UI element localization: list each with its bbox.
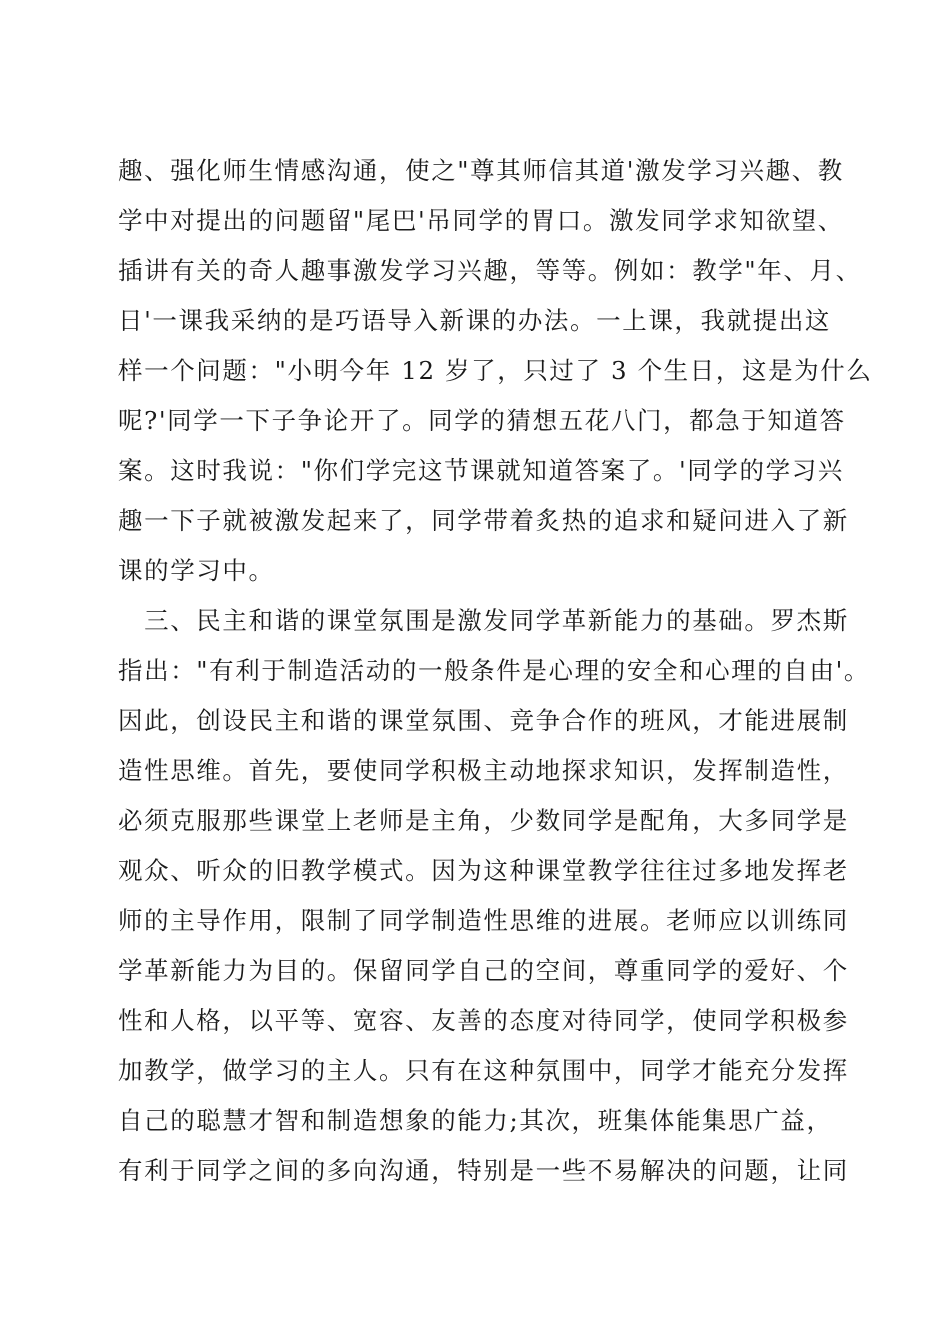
text-line: 样一个问题："小明今年 12 岁了，只过了 3 个生日，这是为什么	[118, 356, 873, 385]
text-line: 因此，创设民主和谐的课堂氛围、竞争合作的班风，才能进展制	[118, 706, 849, 735]
text-line: 呢?'同学一下子争论开了。同学的猜想五花八门，都急于知道答	[118, 406, 846, 435]
text-line: 自己的聪慧才智和制造想象的能力;其次，班集体能集思广益，	[118, 1106, 833, 1135]
text-line: 趣一下子就被激发起来了，同学带着炙热的追求和疑问进入了新	[118, 506, 849, 535]
text-line: 观众、听众的旧教学模式。因为这种课堂教学往往过多地发挥老	[118, 856, 849, 885]
text-line: 插讲有关的奇人趣事激发学习兴趣，等等。例如：教学"年、月、	[118, 256, 862, 285]
text-line: 师的主导作用，限制了同学制造性思维的进展。老师应以训练同	[118, 906, 849, 935]
text-line: 必须克服那些课堂上老师是主角，少数同学是配角，大多同学是	[118, 806, 849, 835]
text-line: 日'一课我采纳的是巧语导入新课的办法。一上课，我就提出这	[118, 306, 832, 335]
text-line: 有利于同学之间的多向沟通，特别是一些不易解决的问题，让同	[118, 1156, 849, 1185]
text-line: 学中对提出的问题留"尾巴'吊同学的胃口。激发同学求知欲望、	[118, 206, 844, 235]
text-line: 造性思维。首先，要使同学积极主动地探求知识，发挥制造性，	[118, 756, 849, 785]
text-line: 三、民主和谐的课堂氛围是激发同学革新能力的基础。罗杰斯	[118, 606, 849, 635]
text-line: 趣、强化师生情感沟通，使之"尊其师信其道'激发学习兴趣、教	[118, 156, 844, 185]
text-line: 课的学习中。	[118, 556, 275, 585]
text-line: 指出："有利于制造活动的一般条件是心理的安全和心理的自由'。	[118, 656, 871, 685]
text-line: 性和人格，以平等、宽容、友善的态度对待同学，使同学积极参	[118, 1006, 849, 1035]
text-line: 案。这时我说："你们学完这节课就知道答案了。'同学的学习兴	[118, 456, 844, 485]
text-line: 加教学，做学习的主人。只有在这种氛围中，同学才能充分发挥	[118, 1056, 849, 1085]
text-line: 学革新能力为目的。保留同学自己的空间，尊重同学的爱好、个	[118, 956, 849, 985]
body-text	[118, 146, 873, 1196]
